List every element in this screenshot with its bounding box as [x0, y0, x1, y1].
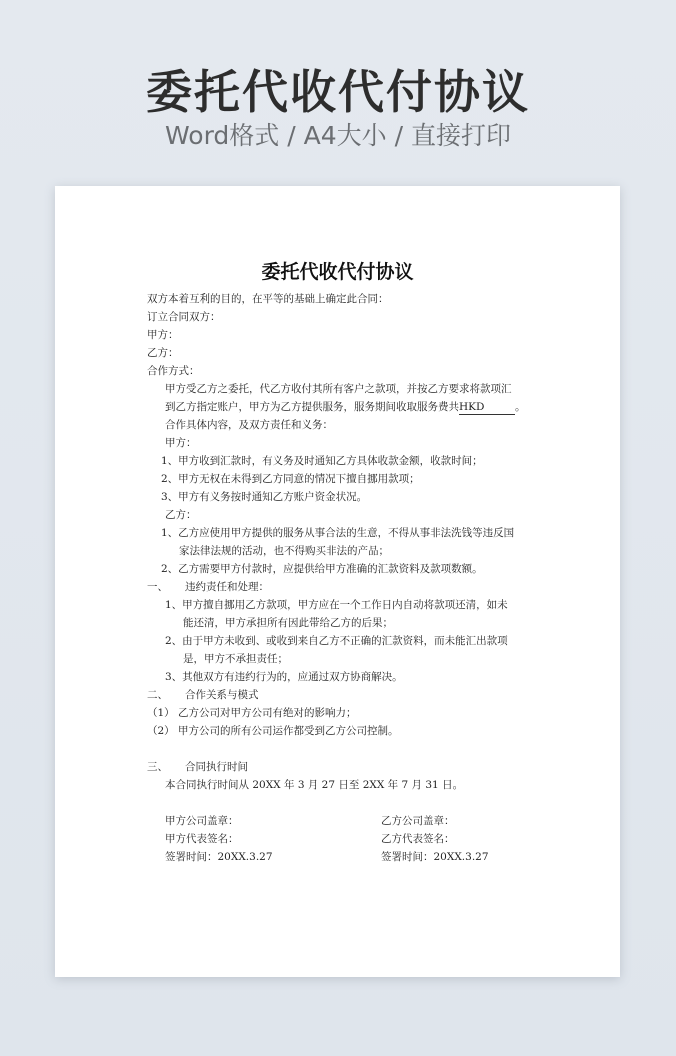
- a-duty-item: 2、甲方无权在未得到乙方同意的情况下擅自挪用款项；: [161, 473, 420, 485]
- party-b-sign-date: 签署时间：20XX.3.27: [381, 851, 489, 863]
- b-duty-item2: 2、乙方需要甲方付款时，应提供给甲方准确的汇款资料及款项数额。: [161, 563, 483, 575]
- signature-block-a: [165, 814, 273, 868]
- party-a-line: 甲方：: [147, 329, 179, 341]
- parties-label: 订立合同双方：: [147, 311, 221, 323]
- signature-block-b: [381, 814, 489, 868]
- coop-paragraph-line2: [165, 400, 526, 415]
- document-title: 委托代收代付协议: [261, 261, 414, 283]
- a-duty-item: 1、甲方收到汇款时，有义务及时通知乙方具体收款金额，收款时间；: [161, 455, 483, 467]
- s1-item1-line1: 1、甲方擅自挪用乙方款项，甲方应在一个工作日内自动将款项还清，如未: [165, 599, 508, 611]
- b-duties-label: 乙方：: [165, 509, 197, 521]
- s1-item3: 3、其他双方有违约行为的，应通过双方协商解决。: [165, 671, 403, 683]
- s3-text: 本合同执行时间从 20XX 年 3 月 27 日至 2XX 年 7 月 31 日。: [165, 779, 464, 791]
- section2-title: 合作关系与模式: [185, 689, 259, 701]
- b-duty-item1-line2: 家法律法规的活动，也不得购买非法的产品；: [179, 545, 389, 557]
- s1-item2-line2: 是，甲方不承担责任；: [183, 653, 288, 665]
- intro-line: 双方本着互利的目的，在平等的基础上确定此合同：: [147, 293, 389, 305]
- party-b-line: 乙方：: [147, 347, 179, 359]
- s1-item1-line2: 能还清，甲方承担所有因此带给乙方的后果；: [183, 617, 393, 629]
- banner-title: 委托代收代付协议: [146, 65, 530, 119]
- party-a-representative: 甲方代表签名：: [165, 833, 239, 845]
- coop-paragraph-text: 到乙方指定账户，甲方为乙方提供服务，服务期间收取服务费共: [165, 401, 459, 413]
- section3-title: 合同执行时间: [185, 761, 248, 773]
- party-a-seal: 甲方公司盖章：: [165, 815, 239, 827]
- document-body: [55, 186, 620, 977]
- s2-item1: （1） 乙方公司对甲方公司有绝对的影响力；: [147, 707, 357, 719]
- coop-paragraph-line1: 甲方受乙方之委托，代乙方收付其所有客户之款项，并按乙方要求将款项汇: [165, 383, 512, 395]
- section1-title: 违约责任和处理：: [185, 581, 269, 593]
- b-duty-item1-line1: 1、乙方应使用甲方提供的服务从事合法的生意，不得从事非法洗钱等违反国: [161, 527, 515, 539]
- service-fee-field: HKD: [459, 400, 515, 415]
- banner-subtitle: Word格式 / A4大小 / 直接打印: [165, 121, 511, 150]
- s2-item2: （2） 甲方公司的所有公司运作都受到乙方公司控制。: [147, 725, 399, 737]
- party-b-seal: 乙方公司盖章：: [381, 815, 455, 827]
- cooperation-label: 合作方式：: [147, 365, 200, 377]
- party-b-representative: 乙方代表签名：: [381, 833, 455, 845]
- section1-number: 一、: [147, 581, 168, 593]
- s1-item2-line1: 2、由于甲方未收到、或收到来自乙方不正确的汇款资料，而未能汇出款项: [165, 635, 508, 647]
- document-page: [55, 186, 620, 977]
- section2-number: 二、: [147, 689, 168, 701]
- coop-details-line: 合作具体内容，及双方责任和义务：: [165, 419, 333, 431]
- coop-paragraph-end: 。: [515, 401, 526, 413]
- party-a-sign-date: 签署时间：20XX.3.27: [165, 851, 273, 863]
- a-duties-label: 甲方：: [165, 437, 197, 449]
- a-duty-item: 3、甲方有义务按时通知乙方账户资金状况。: [161, 491, 368, 503]
- section3-number: 三、: [147, 761, 168, 773]
